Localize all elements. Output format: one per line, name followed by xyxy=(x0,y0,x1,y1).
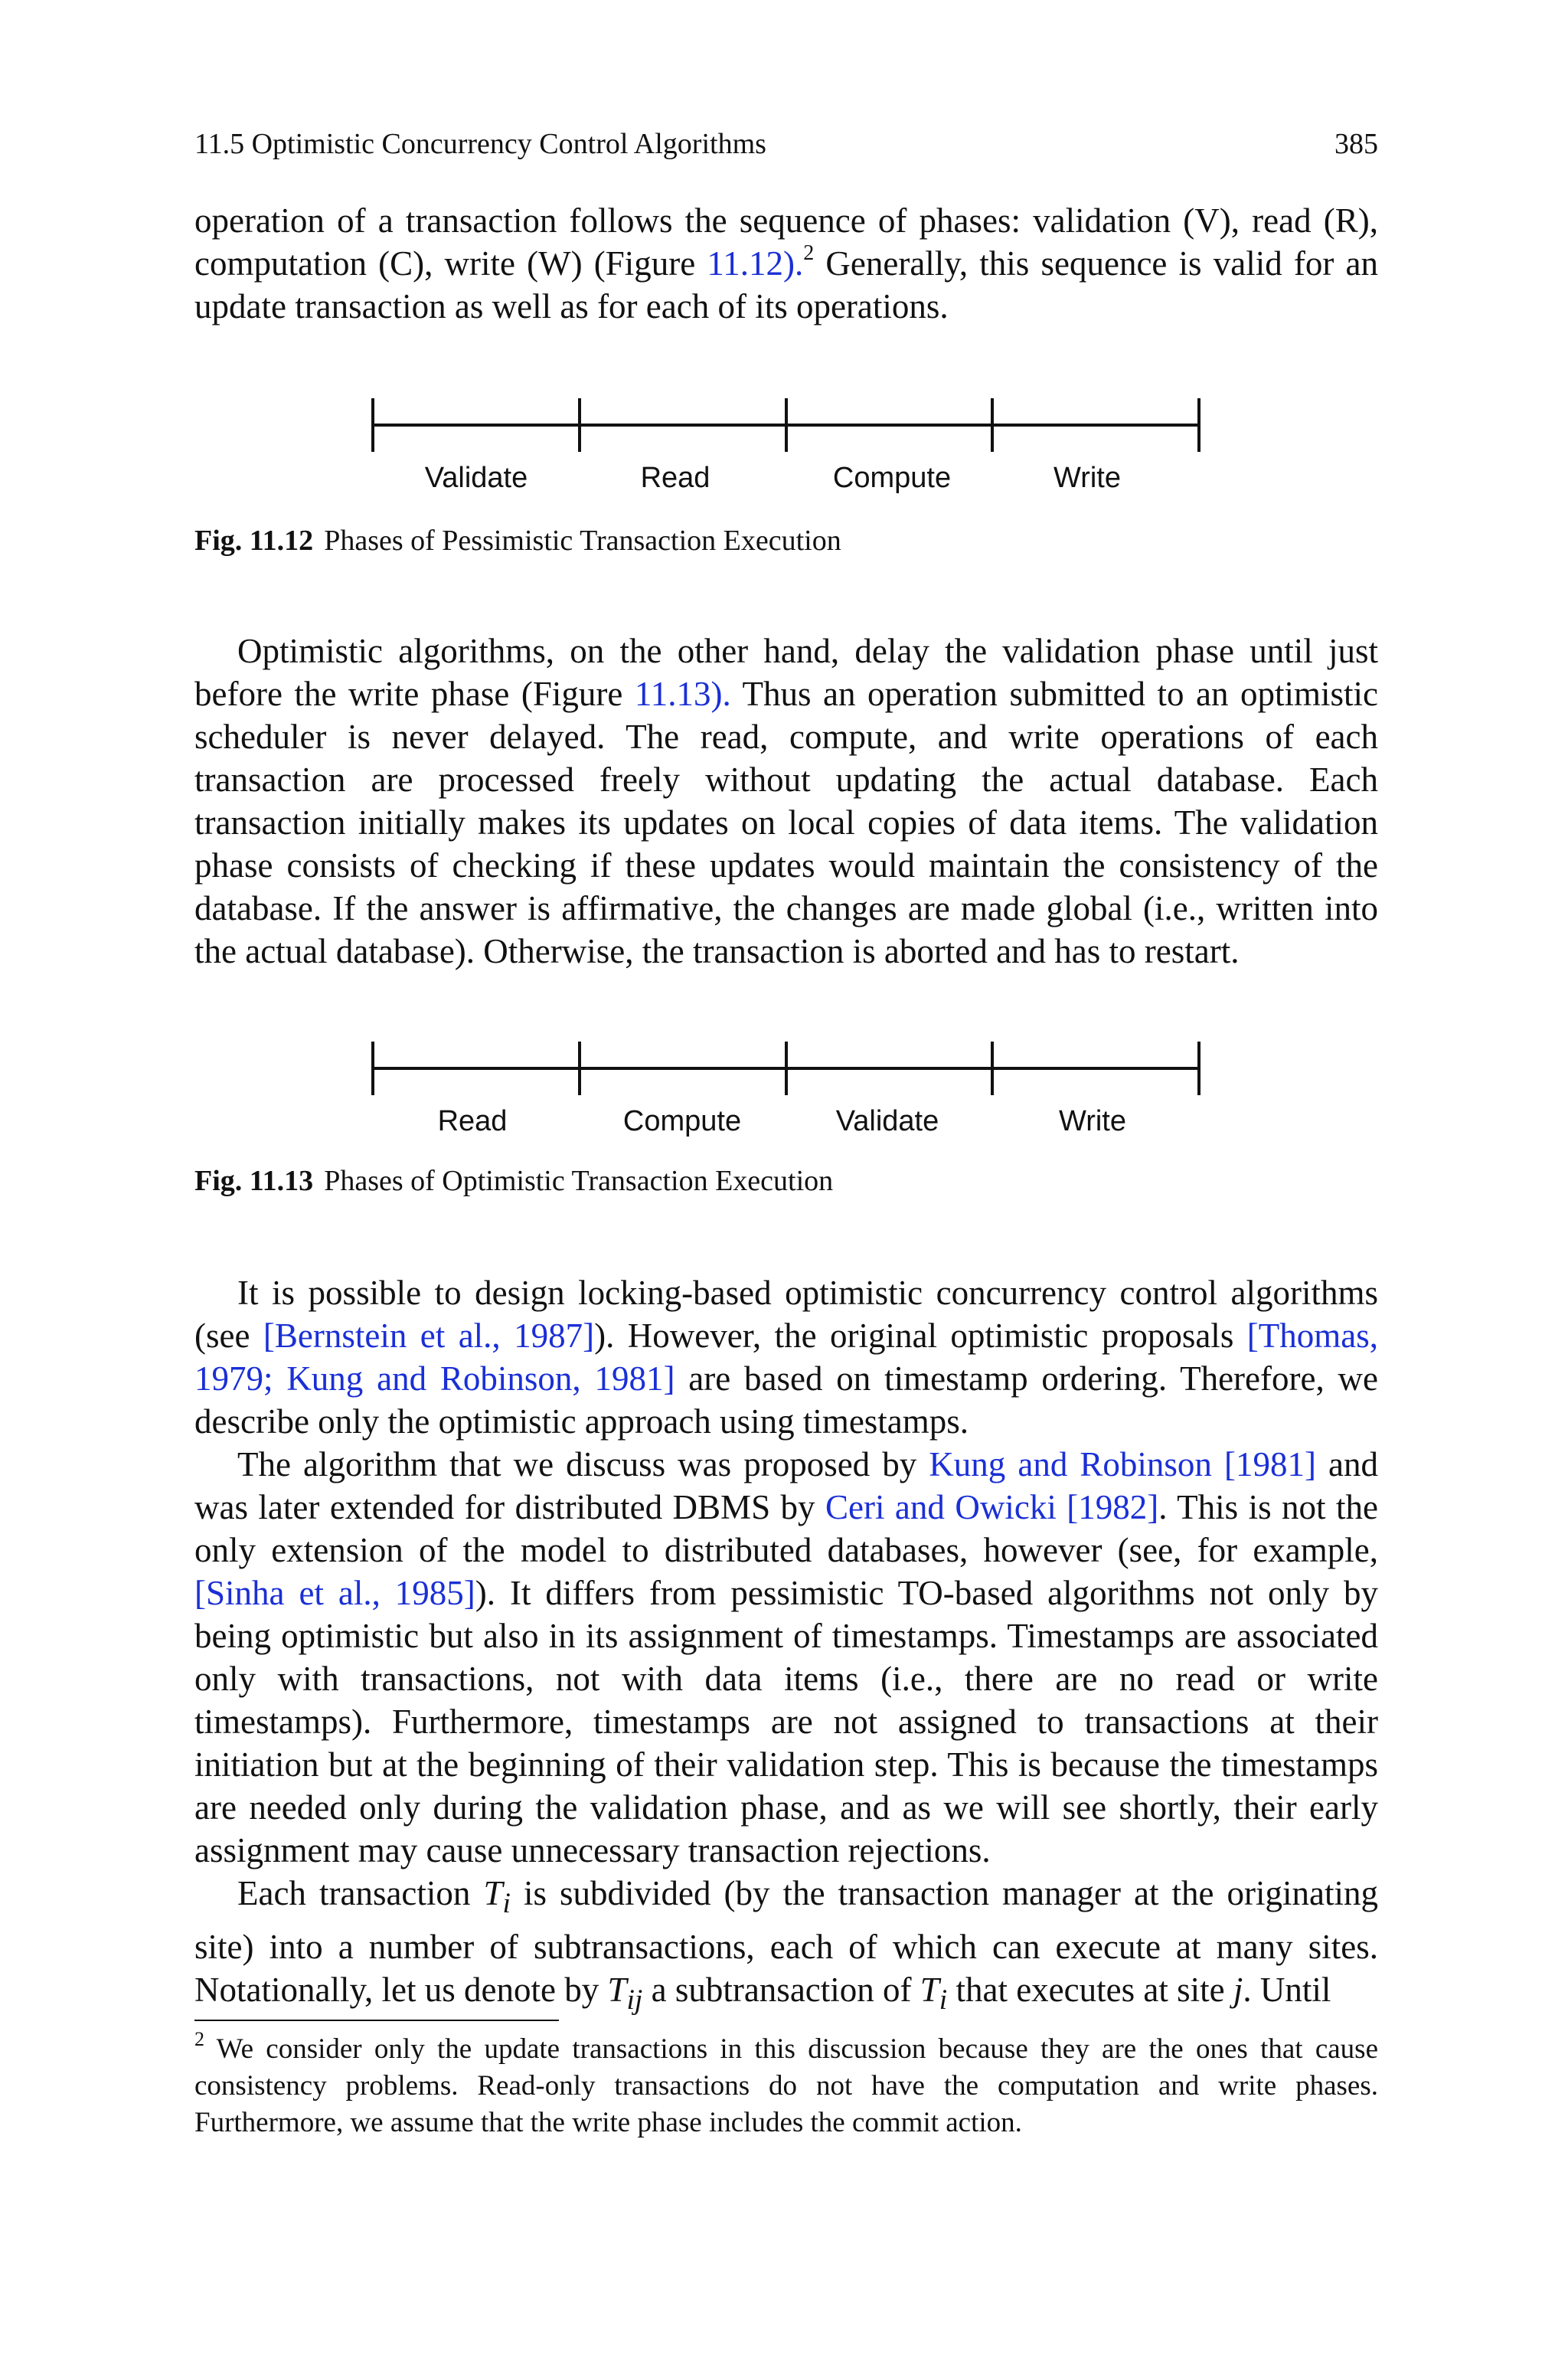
math-T: T xyxy=(607,1971,627,2009)
phase-label: Write xyxy=(1059,1105,1126,1137)
text: are based on timestamp ordering. Therefore, we describe only the optimistic approach using timestamps. xyxy=(194,1359,1378,1441)
text: a subtransaction of xyxy=(642,1971,920,2009)
math-T: T xyxy=(483,1874,503,1912)
text: ). It differs from pessimistic TO-based algorithms not only by being optimistic but also in its assignment of timestamps. Timestamps are associated only with transactions, not with data items (i.e., there are no read or write timestamps). Furthermore, timestamps are not assigned to transactions at their initiation but at the beginning of their validation step. This is because the timestamps are needed only during the validation phase, and as we will see shortly, their early assignment may cause unnecessary transaction rejections. xyxy=(194,1574,1378,1869)
phase-label: Read xyxy=(640,462,710,494)
math-subscript: i xyxy=(939,1984,948,2016)
text: . This is not the only extension of the model to distributed databases, however (see, for example, xyxy=(194,1488,1378,1569)
figure-caption xyxy=(194,1163,1378,1199)
phase-label: Compute xyxy=(832,462,952,494)
text: and was later extended for distributed DBMS by xyxy=(194,1445,1378,1526)
text: Generally, this sequence is valid for an update transaction as well as for each of its operations. xyxy=(194,244,1378,325)
footnote xyxy=(194,2028,1378,2141)
figure-number: Fig. 11.12 xyxy=(194,525,314,557)
math-subscript: ij xyxy=(626,1984,643,2016)
phase-label: Write xyxy=(1054,462,1121,494)
citation-link[interactable]: [Thomas, 1979; Kung and Robinson, 1981] xyxy=(194,1317,1378,1398)
text: It is possible to design locking-based optimistic concurrency control algorithms (see xyxy=(194,1274,1378,1355)
math-T: T xyxy=(920,1971,939,2009)
text: is subdivided (by the transaction manager at the originating site) into a number of subtransactions, each of which can execute at many sites. Notationally, let us denote by xyxy=(194,1874,1379,2009)
body-text xyxy=(194,1271,1378,2022)
footnote-number: 2 xyxy=(194,2028,204,2050)
figure-number: Fig. 11.13 xyxy=(194,1165,314,1197)
citation-link[interactable]: [Sinha et al., 1985] xyxy=(194,1574,475,1612)
text: that executes at site xyxy=(947,1971,1233,2009)
text: . Until xyxy=(1243,1971,1331,2009)
figure-11-12 xyxy=(0,391,1568,505)
figure-link-11-12[interactable]: 11.12). xyxy=(707,244,804,283)
caption-text: Phases of Optimistic Transaction Execution xyxy=(324,1165,834,1197)
footnote-marker[interactable]: 2 xyxy=(803,241,815,265)
paragraph-1 xyxy=(194,199,1378,328)
text: Optimistic algorithms, on the other hand, delay the validation phase until just before the write phase (Figure xyxy=(194,632,1378,713)
paragraph-5 xyxy=(194,1872,1378,2022)
page-number: 385 xyxy=(1334,128,1378,160)
caption-text: Phases of Pessimistic Transaction Execution xyxy=(324,525,841,557)
citation-link[interactable]: Ceri and Owicki [1982] xyxy=(825,1488,1159,1526)
text: Thus an operation submitted to an optimistic scheduler is never delayed. The read, compute, and write operations of each transaction are processed freely without updating the actual database. Each transaction initially makes its updates on local copies of data items. The validation phase consists of checking if these updates would maintain the consistency of the database. If the answer is affirmative, the changes are made global (i.e., written into the actual database). Otherwise, the transaction is aborted and has to restart. xyxy=(194,675,1378,970)
citation-link[interactable]: [Bernstein et al., 1987] xyxy=(263,1317,595,1355)
paragraph-2 xyxy=(194,630,1378,973)
phase-label: Read xyxy=(437,1105,508,1137)
text: The algorithm that we discuss was proposed by xyxy=(237,1445,929,1483)
citation-link[interactable]: Kung and Robinson [1981] xyxy=(929,1445,1316,1483)
figure-caption xyxy=(194,522,1378,559)
text: operation of a transaction follows the sequence of phases: validation (V), read (R), computation (C), write (W) (Figure xyxy=(194,201,1378,283)
section-title: 11.5 Optimistic Concurrency Control Algorithms xyxy=(194,128,766,160)
footnote-text: We consider only the update transactions in this discussion because they are the ones that cause consistency problems. Read-only transactions do not have the computation and write phases. Furthermore, we assume that the write phase includes the commit action. xyxy=(194,2033,1378,2138)
figure-link-11-13[interactable]: 11.13). xyxy=(634,675,731,713)
text: Each transaction xyxy=(237,1874,484,1912)
paragraph-4 xyxy=(194,1443,1378,1872)
running-head xyxy=(194,123,1378,165)
paragraph-3 xyxy=(194,1271,1378,1443)
text: ). However, the original optimistic proposals xyxy=(594,1317,1247,1355)
phase-label: Validate xyxy=(835,1105,939,1137)
math-j: j xyxy=(1233,1971,1243,2009)
phase-timeline xyxy=(0,391,1568,505)
phase-label: Validate xyxy=(424,462,528,494)
footnote-divider xyxy=(194,2020,559,2021)
figure-11-13 xyxy=(0,1034,1568,1149)
phase-label: Compute xyxy=(622,1105,742,1137)
math-subscript: i xyxy=(502,1888,511,1919)
